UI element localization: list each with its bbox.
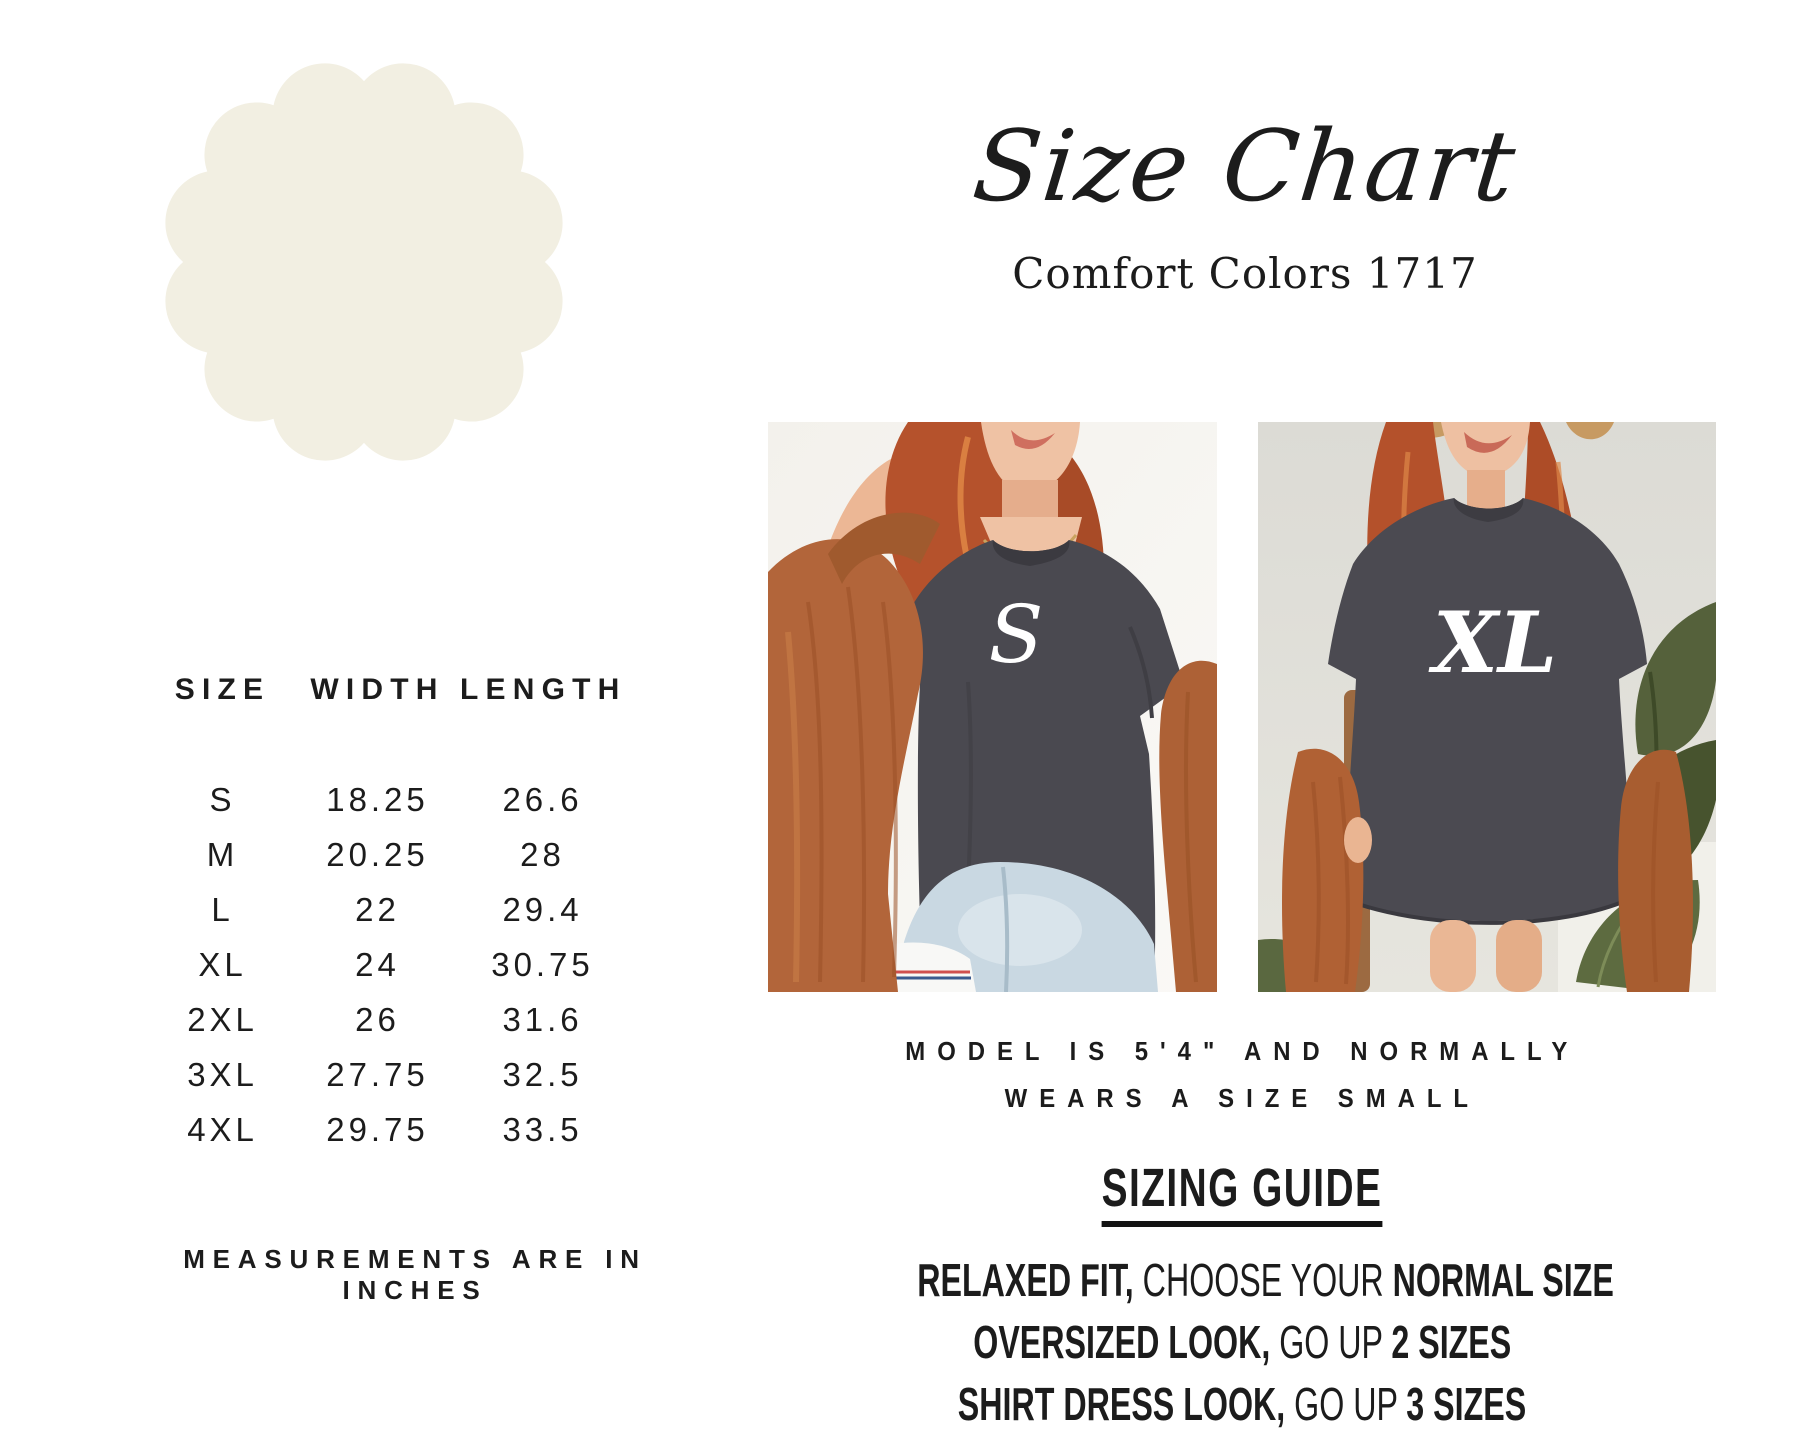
sizing-guide-lines (768, 1249, 1716, 1435)
sizing-guide-heading: SIZING GUIDE (1102, 1160, 1383, 1227)
cell-length: 28 (520, 836, 565, 873)
column-header-width: WIDTH (310, 673, 445, 706)
guide-segment: 2 SIZES (1391, 1316, 1511, 1368)
column-header-length: LENGTH (460, 673, 627, 706)
scallop-flower-shape (158, 56, 570, 468)
cell-size: 4XL (187, 1111, 258, 1148)
measurements-note: MEASUREMENTS ARE IN INCHES (183, 1244, 647, 1305)
page-subtitle: Comfort Colors 1717 (1012, 249, 1478, 298)
cell-size: 2XL (187, 1001, 258, 1038)
guide-segment: SHIRT DRESS LOOK, (957, 1378, 1286, 1430)
model-photo-small (768, 422, 1217, 992)
guide-segment: NORMAL SIZE (1392, 1254, 1614, 1306)
sizing-guide-line (768, 1311, 1716, 1373)
guide-segment: GO UP (1269, 1316, 1392, 1368)
guide-segment: CHOOSE YOUR (1133, 1254, 1393, 1306)
cell-size: M (206, 836, 239, 873)
scallop-flower-icon (158, 56, 570, 468)
guide-segment: GO UP (1285, 1378, 1407, 1430)
cell-width: 26 (355, 1001, 400, 1038)
size-table (150, 668, 625, 1157)
cell-size: L (211, 891, 234, 928)
model-caption-line-2: WEARS A SIZE SMALL (1004, 1083, 1480, 1113)
shirt-letter-xl: XL (1432, 593, 1558, 692)
sizing-guide-line (768, 1249, 1716, 1311)
guide-segment: OVERSIZED LOOK, (973, 1316, 1270, 1368)
model-photo-xl (1258, 422, 1716, 992)
cell-width: 22 (355, 891, 400, 928)
cell-width: 18.25 (326, 781, 429, 818)
shirt-letter-s: S (988, 588, 1044, 681)
model-photo-small-illustration (768, 422, 1217, 992)
cell-width: 24 (355, 946, 400, 983)
cell-size: XL (198, 946, 247, 983)
cell-length: 33.5 (502, 1111, 583, 1148)
page-title: Size Chart (967, 110, 1522, 224)
cell-length: 32.5 (502, 1056, 583, 1093)
cell-length: 26.6 (502, 781, 583, 818)
sizing-guide (768, 1160, 1716, 1435)
sizing-guide-line (768, 1373, 1716, 1435)
table-header-gap (150, 712, 625, 772)
cell-length: 29.4 (502, 891, 583, 928)
model-caption (768, 1028, 1716, 1122)
cell-width: 27.75 (326, 1056, 429, 1093)
cell-width: 20.25 (326, 836, 429, 873)
title-block (770, 92, 1720, 300)
guide-segment: RELAXED FIT, (917, 1254, 1134, 1306)
cell-width: 29.75 (326, 1111, 429, 1148)
cell-length: 30.75 (491, 946, 594, 983)
cell-size: 3XL (187, 1056, 258, 1093)
cell-length: 31.6 (502, 1001, 583, 1038)
model-photo-xl-illustration (1258, 422, 1716, 992)
column-header-size: SIZE (174, 673, 271, 706)
model-caption-line-1: MODEL IS 5'4" AND NORMALLY (904, 1036, 1579, 1066)
product-photos (768, 422, 1716, 992)
guide-segment: 3 SIZES (1406, 1378, 1527, 1430)
cell-size: S (209, 781, 236, 818)
